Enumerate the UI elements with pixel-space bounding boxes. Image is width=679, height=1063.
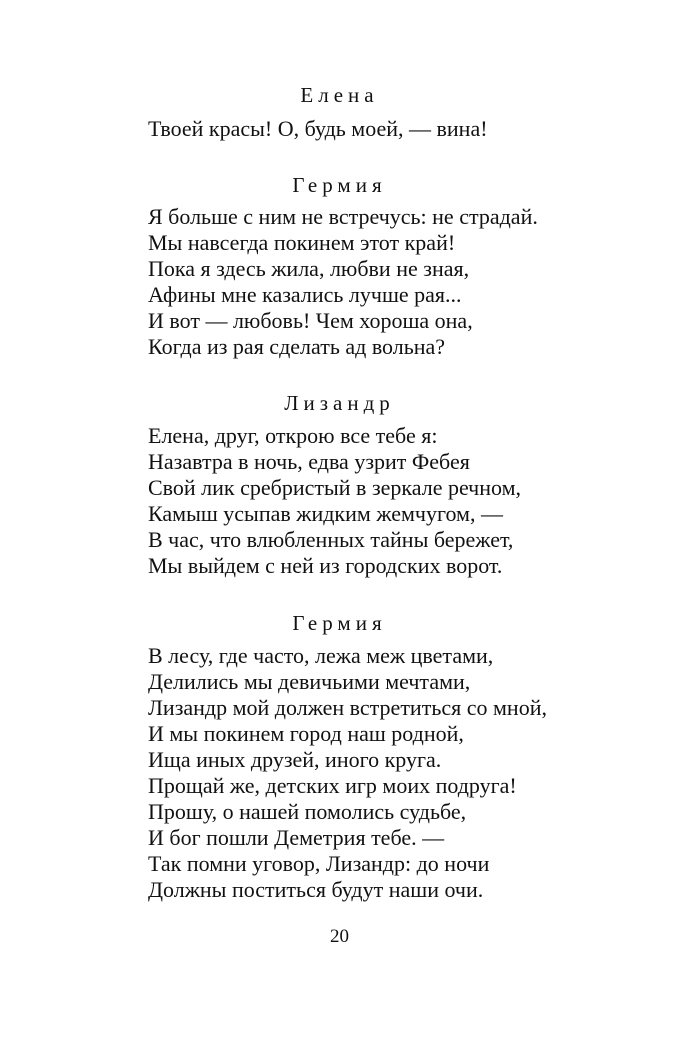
speaker-name: Гермия xyxy=(292,173,387,197)
verse-line: Должны поститься будут наши очи. xyxy=(148,877,484,902)
verse-block xyxy=(148,643,598,903)
verse-block xyxy=(148,423,598,579)
verse-line: Делились мы девичьими мечтами, xyxy=(148,669,471,694)
verse-block xyxy=(148,116,598,142)
verse-line: В лесу, где часто, лежа меж цветами, xyxy=(148,643,494,668)
verse-line: Твоей красы! О, будь моей, — вина! xyxy=(148,116,488,141)
verse-line: Прошу, о нашей помолись судьбе, xyxy=(148,799,467,824)
verse-line: Мы навсегда покинем этот край! xyxy=(148,230,456,255)
verse-line: Свой лик сребристый в зеркале речном, xyxy=(148,475,522,500)
verse-line: Прощай же, детских игр моих подруга! xyxy=(148,773,517,798)
verse-line: Елена, друг, открою все тебе я: xyxy=(148,423,438,448)
verse-line: И бог пошли Деметрия тебе. — xyxy=(148,825,445,850)
verse-line: И мы покинем город наш родной, xyxy=(148,721,464,746)
verse-line: Ища иных друзей, иного круга. xyxy=(148,747,442,772)
verse-line: Когда из рая сделать ад вольна? xyxy=(148,334,446,359)
speaker-name: Гермия xyxy=(292,611,387,635)
speaker-name: Елена xyxy=(300,83,379,107)
verse-line: И вот — любовь! Чем хороша она, xyxy=(148,308,473,333)
verse-line: Лизандр мой должен встретиться со мной, xyxy=(148,695,547,720)
verse-line: Назавтра в ночь, едва узрит Фебея xyxy=(148,449,470,474)
verse-line: В час, что влюбленных тайны бережет, xyxy=(148,527,514,552)
verse-line: Мы выйдем с ней из городских ворот. xyxy=(148,553,503,578)
page-number: 20 xyxy=(330,926,349,947)
speaker-name: Лизандр xyxy=(284,391,395,415)
verse-line: Я больше с ним не встречусь: не страдай. xyxy=(148,204,538,229)
verse-line: Так помни уговор, Лизандр: до ночи xyxy=(148,851,490,876)
verse-line: Камыш усыпав жидким жемчугом, — xyxy=(148,501,503,526)
verse-block xyxy=(148,204,598,360)
verse-line: Пока я здесь жила, любви не зная, xyxy=(148,256,470,281)
verse-line: Афины мне казались лучше рая... xyxy=(148,282,462,307)
